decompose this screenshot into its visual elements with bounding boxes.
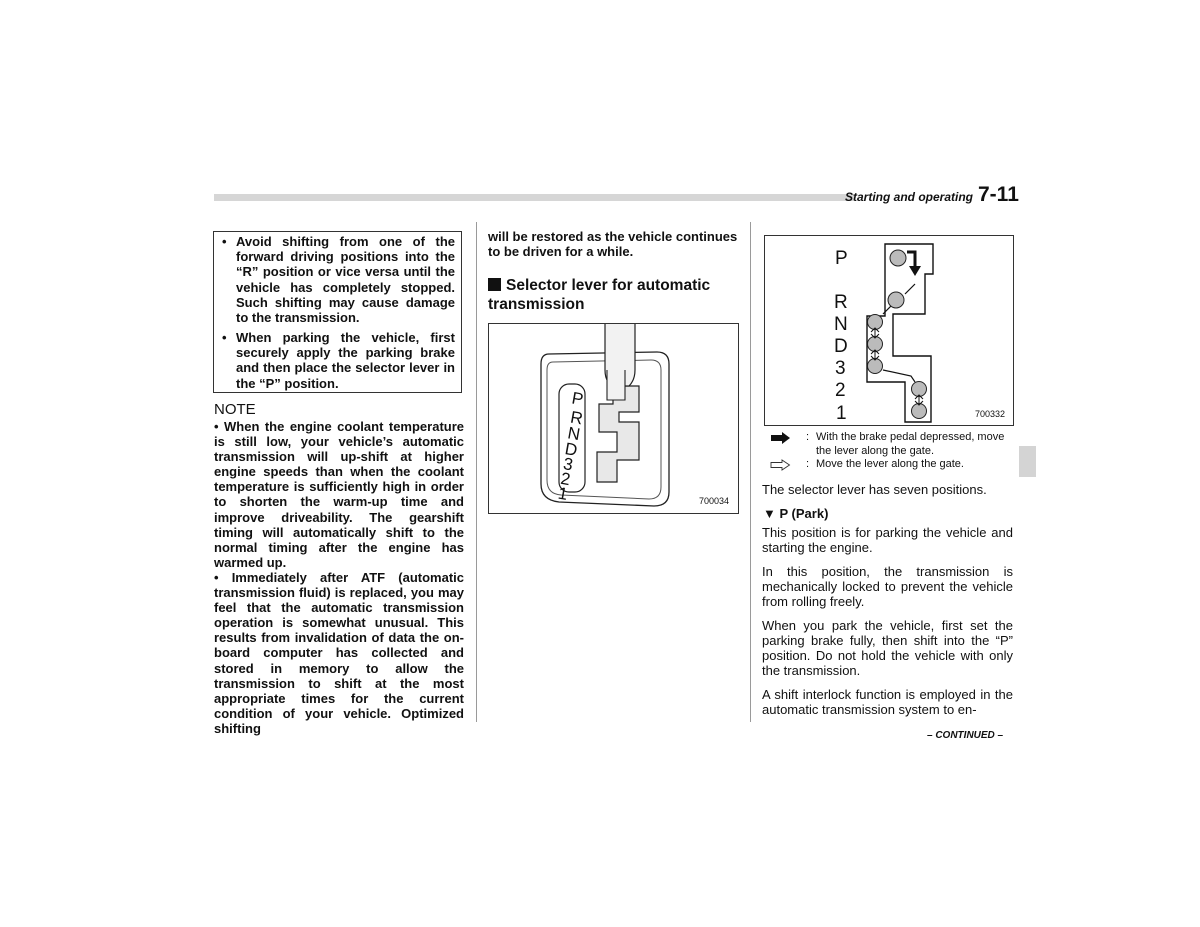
column-divider-right — [750, 222, 751, 722]
triangle-down-icon: ▼ — [763, 506, 776, 521]
page-number: 7-11 — [978, 183, 1019, 206]
header-rule — [214, 194, 854, 201]
outline-arrow-icon — [770, 459, 792, 471]
shift-pattern-diagram — [765, 236, 1013, 425]
position-label-r: R — [834, 292, 848, 313]
position-label-p: P — [835, 248, 848, 269]
section-title — [488, 277, 743, 314]
subheading-text: P (Park) — [779, 506, 829, 521]
section-square-icon — [488, 278, 501, 291]
column-divider-left — [476, 222, 477, 722]
caution-item — [222, 234, 455, 325]
gate-label-p: P — [570, 388, 585, 410]
body-paragraph: In this position, the transmission is mechanically locked to prevent the vehicle from rolling freely. — [762, 564, 1013, 610]
subheading-park — [763, 506, 828, 521]
figure-shift-pattern — [764, 235, 1014, 426]
continued-label: – CONTINUED – — [927, 730, 1004, 741]
gate-label-r: R — [568, 407, 585, 429]
position-label-d: D — [834, 336, 848, 357]
legend-item — [770, 431, 1015, 458]
gate-label-1: 1 — [556, 483, 570, 504]
legend-colon: : — [806, 431, 810, 443]
continued-paragraph: will be restored as the vehicle continues to be driven for a while. — [488, 229, 738, 260]
note-paragraph: • When the engine coolant temperature is still low, your vehicle’s automatic transmission will up-shift at higher engine speeds than when the coolant temperature is sufficiently high in order to shorten the warm-up time and improve driveability. The gearshift timing will automatically shift to the normal timing after the engine has warmed up. — [214, 419, 464, 570]
figure-code: 700332 — [975, 409, 1006, 419]
selector-lever-illustration — [489, 324, 738, 513]
section-header-title: Starting and operating — [845, 190, 974, 204]
bullet-dot: • — [222, 234, 227, 249]
position-label-n: N — [834, 314, 848, 335]
gate-label-d: D — [563, 439, 579, 460]
gate-label-n: N — [566, 423, 582, 445]
solid-arrow-icon — [770, 432, 792, 444]
chapter-tab-marker — [1019, 446, 1036, 477]
bullet-dot: • — [222, 330, 227, 345]
position-label-1: 1 — [836, 403, 847, 424]
body-paragraph: A shift interlock function is employed in the automatic transmission system to en- — [762, 687, 1013, 718]
caution-item-text: When parking the vehicle, first securely apply the parking brake and then place the selector lever in the “P” position. — [236, 330, 455, 391]
body-paragraph: This position is for parking the vehicle and starting the engine. — [762, 525, 1013, 556]
figure-selector-lever — [488, 323, 739, 514]
position-label-2: 2 — [835, 380, 846, 401]
gate-label-3: 3 — [561, 454, 575, 475]
caution-item-text: Avoid shifting from one of the forward driving positions into the “R” position or vice versa until the vehicle has completely stopped. Such shifting may cause damage to the transmission. — [236, 234, 455, 326]
note-heading: NOTE — [214, 401, 256, 418]
intro-paragraph: The selector lever has seven positions. — [762, 482, 987, 497]
position-label-3: 3 — [835, 358, 846, 379]
note-body — [214, 419, 464, 736]
legend-item — [770, 458, 1015, 472]
note-paragraph: • Immediately after ATF (automatic transmission fluid) is replaced, you may feel that the automatic transmission operation is somewhat unusual. This results from invalidation of data the on-board computer has collected and stored in memory to allow the transmission to shift at the most appropriate times for the current condition of your vehicle. Optimized shifting — [214, 569, 464, 736]
caution-item — [222, 330, 455, 391]
gate-label-2: 2 — [559, 468, 572, 490]
legend-text: With the brake pedal depressed, move the lever along the gate. — [816, 431, 1005, 457]
legend-colon: : — [806, 458, 810, 470]
section-title-text: Selector lever for automatic transmission — [488, 277, 711, 313]
legend-text: Move the lever along the gate. — [816, 458, 964, 470]
body-paragraph: When you park the vehicle, first set the parking brake fully, then shift into the “P” position. Do not hold the vehicle with only the transmission. — [762, 618, 1013, 679]
figure-code: 700034 — [699, 496, 730, 506]
